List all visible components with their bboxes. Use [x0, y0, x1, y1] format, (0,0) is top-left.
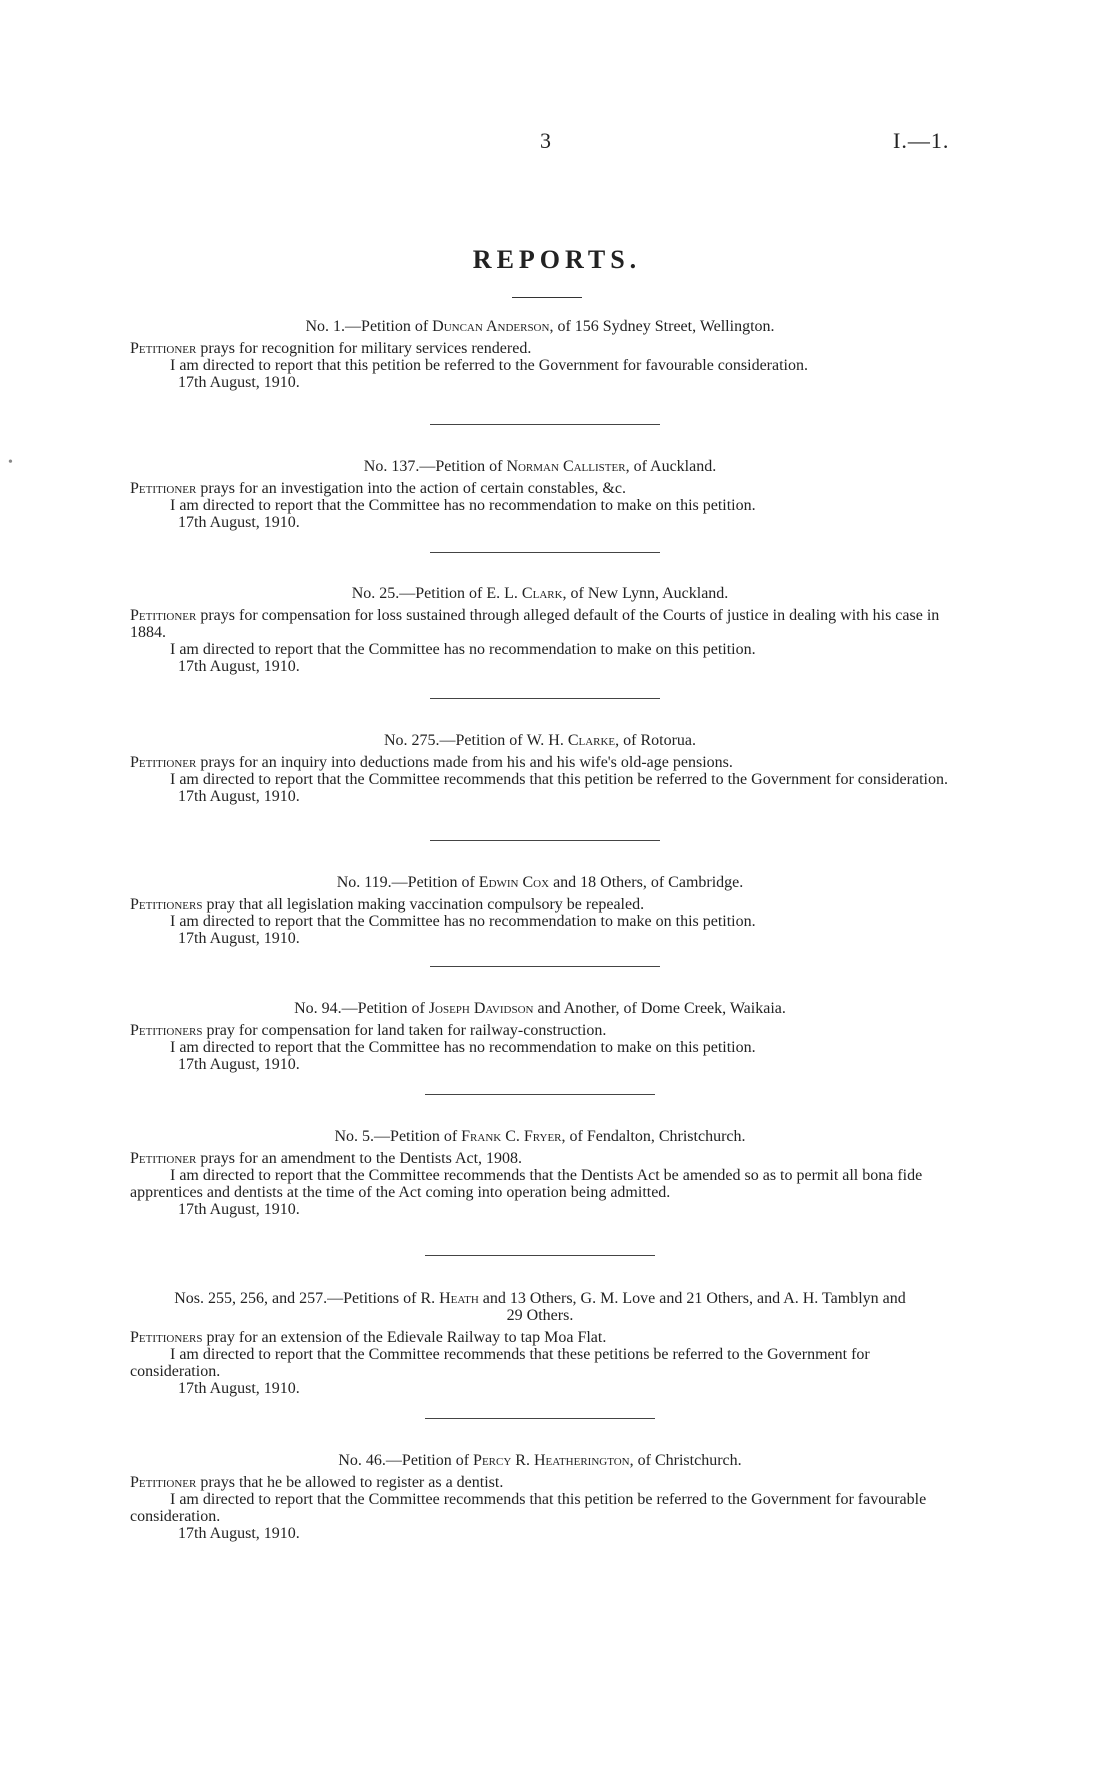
- report-title: Nos. 255, 256, and 257.—Petitions of R. Heath and 13 Others, G. M. Love and 21 Others, and A. H. Tamblyn and 29 Others.: [174, 1290, 906, 1324]
- report-title: No. 25.—Petition of E. L. Clark, of New Lynn, Auckland.: [351, 585, 729, 602]
- prayer-text: Petitioner prays for an inquiry into deductions made from his and his wife's old-age pensions.: [130, 754, 733, 771]
- report-date: 17th August, 1910.: [178, 374, 300, 391]
- report-date: 17th August, 1910.: [178, 1380, 300, 1397]
- section-divider: [430, 966, 660, 967]
- petitioner-name: Frank C. Fryer: [461, 1128, 562, 1145]
- report-entry: [130, 874, 950, 947]
- report-entry: [130, 1452, 950, 1542]
- report-entry: [130, 318, 950, 391]
- report-text: I am directed to report that this petition be referred to the Government for favourable consideration.: [170, 357, 808, 374]
- prayer-text: Petitioner prays for recognition for military services rendered.: [130, 340, 532, 357]
- report-text: I am directed to report that the Committee recommends that this petition be referred to the Government for favourable consideration.: [130, 1491, 927, 1525]
- prayer-text: Petitioners pray that all legislation making vaccination compulsory be repealed.: [130, 896, 645, 913]
- petitioner-name: Joseph Davidson: [428, 1000, 534, 1017]
- report-date: 17th August, 1910.: [178, 514, 300, 531]
- petitioner-name: Edwin Cox: [478, 874, 550, 891]
- report-date: 17th August, 1910.: [178, 658, 300, 675]
- report-title: No. 1.—Petition of Duncan Anderson, of 156 Sydney Street, Wellington.: [305, 318, 775, 335]
- report-entry: [130, 1128, 950, 1218]
- report-title: No. 94.—Petition of Joseph Davidson and Another, of Dome Creek, Waikaia.: [294, 1000, 786, 1017]
- prayer-text: Petitioners pray for an extension of the Edievale Railway to tap Moa Flat.: [130, 1329, 607, 1346]
- petitioner-name: Norman Callister: [506, 458, 626, 475]
- petitioner-name: E. L. Clark: [486, 585, 563, 602]
- report-title: No. 5.—Petition of Frank C. Fryer, of Fendalton, Christchurch.: [334, 1128, 746, 1145]
- heading-divider: [512, 297, 582, 298]
- report-entry: [130, 1290, 950, 1397]
- prayer-text: Petitioner prays that he be allowed to register as a dentist.: [130, 1474, 504, 1491]
- prayer-text: Petitioner prays for an amendment to the Dentists Act, 1908.: [130, 1150, 523, 1167]
- page-number: 3: [540, 128, 551, 153]
- prayer-text: Petitioners pray for compensation for land taken for railway-construction.: [130, 1022, 607, 1039]
- report-text: I am directed to report that the Committee has no recommendation to make on this petition.: [170, 913, 756, 930]
- section-divider: [425, 1255, 655, 1256]
- report-text: I am directed to report that the Committee recommends that the Dentists Act be amended so as to permit all bona fide apprentices and dentists at the time of the Act coming into operation being admitted.: [130, 1167, 923, 1201]
- section-divider: [430, 424, 660, 425]
- report-title: No. 275.—Petition of W. H. Clarke, of Rotorua.: [383, 732, 697, 749]
- prayer-text: Petitioner prays for compensation for loss sustained through alleged default of the Courts of justice in dealing with his case in 1884.: [130, 607, 940, 641]
- report-title: No. 46.—Petition of Percy R. Heatherington, of Christchurch.: [338, 1452, 742, 1469]
- section-divider: [425, 1418, 655, 1419]
- report-date: 17th August, 1910.: [178, 1201, 300, 1218]
- report-date: 17th August, 1910.: [178, 1525, 300, 1542]
- section-divider: [430, 698, 660, 699]
- report-text: I am directed to report that the Committee recommends that this petition be referred to the Government for consideration.: [170, 771, 948, 788]
- report-date: 17th August, 1910.: [178, 788, 300, 805]
- report-text: I am directed to report that the Committee recommends that these petitions be referred to the Government for consideration.: [130, 1346, 870, 1380]
- report-text: I am directed to report that the Committee has no recommendation to make on this petition.: [170, 1039, 756, 1056]
- report-entry: [130, 1000, 950, 1073]
- report-entry: [130, 585, 950, 675]
- report-entry: [130, 458, 950, 531]
- document-reference: I.—1.: [893, 128, 950, 153]
- prayer-text: Petitioner prays for an investigation into the action of certain constables, &c.: [130, 480, 626, 497]
- page-title: REPORTS.: [472, 245, 642, 274]
- report-title: No. 119.—Petition of Edwin Cox and 18 Others, of Cambridge.: [336, 874, 744, 891]
- report-date: 17th August, 1910.: [178, 1056, 300, 1073]
- petitioner-name: Percy R. Heatherington: [473, 1452, 630, 1469]
- report-entry: [130, 732, 950, 805]
- section-divider: [430, 840, 660, 841]
- petitioner-name: W. H. Clarke: [526, 732, 616, 749]
- section-divider: [425, 1094, 655, 1095]
- petitioner-name: Duncan Anderson: [432, 318, 550, 335]
- report-text: I am directed to report that the Committee has no recommendation to make on this petition.: [170, 497, 756, 514]
- report-title: No. 137.—Petition of Norman Callister, of Auckland.: [363, 458, 717, 475]
- petitioner-name: R. Heath: [420, 1290, 479, 1307]
- margin-dot: •: [8, 455, 13, 470]
- section-divider: [430, 552, 660, 553]
- report-text: I am directed to report that the Committee has no recommendation to make on this petition.: [170, 641, 756, 658]
- report-date: 17th August, 1910.: [178, 930, 300, 947]
